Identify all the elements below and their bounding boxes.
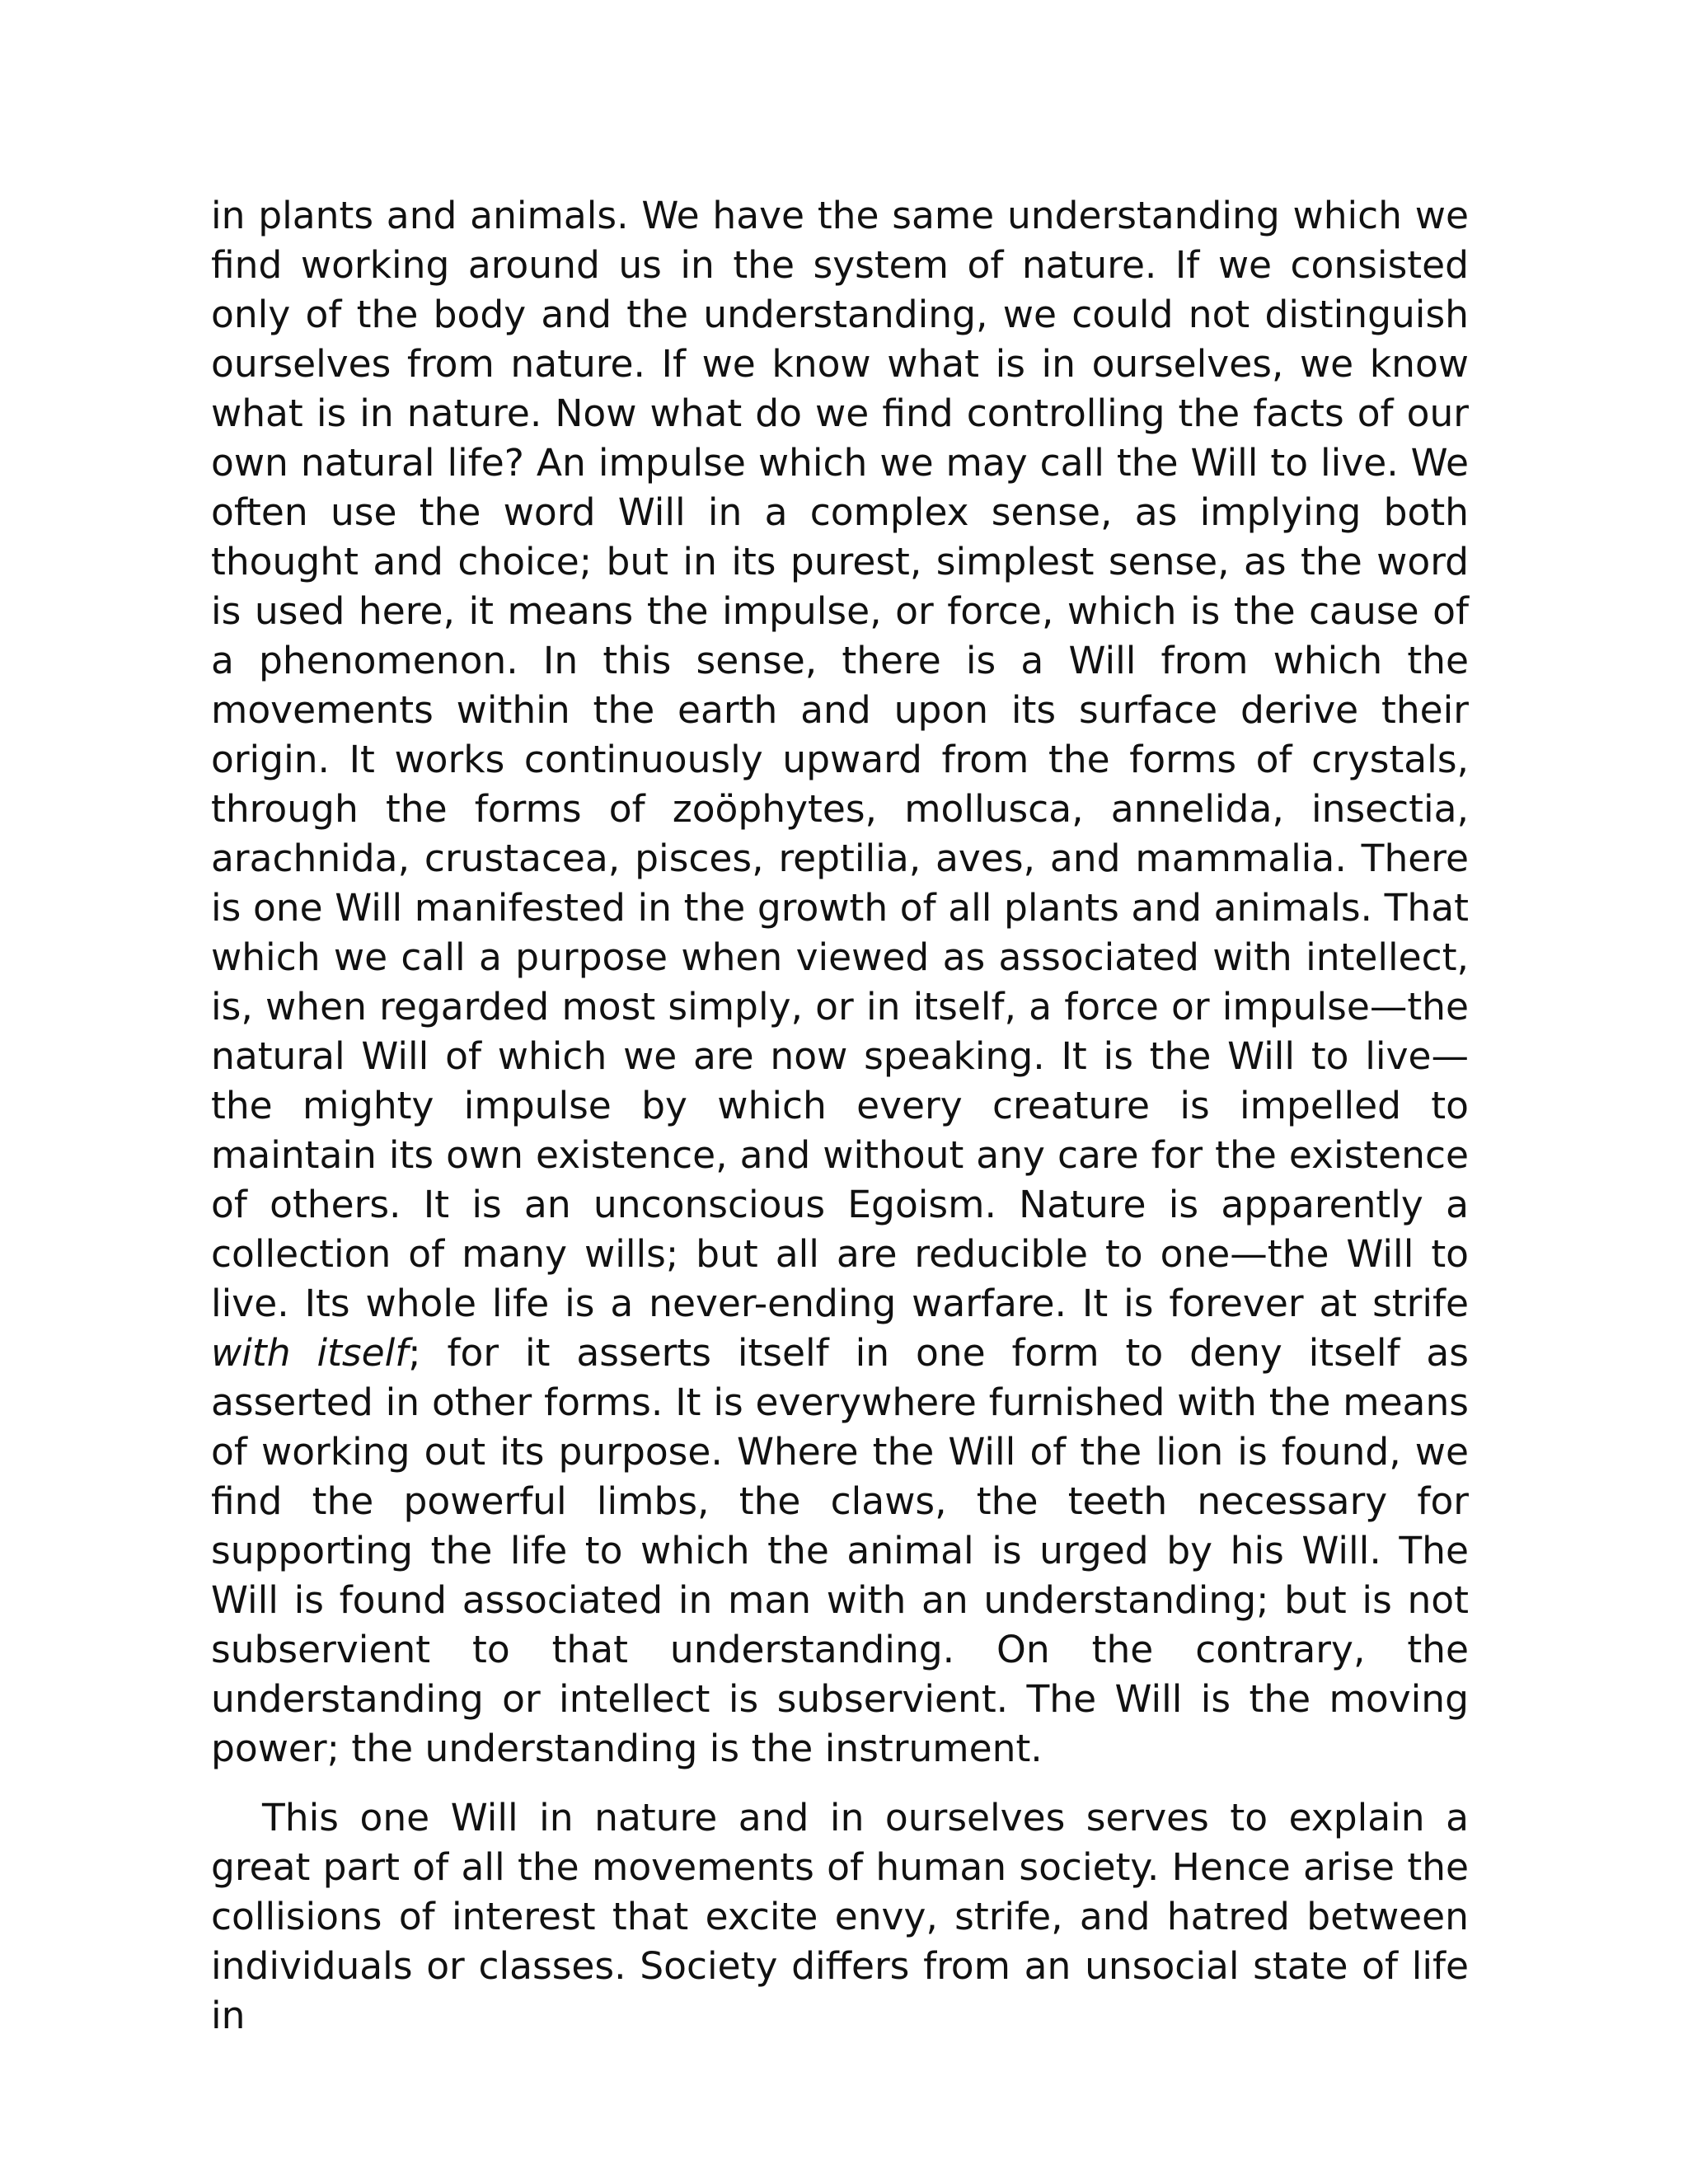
paragraph-1-text-start: in plants and animals. We have the same understanding which we find working around us in the system of nature. If we consisted only of the body and the understanding, we could not distinguish ourselves from nature. If we know what is in ourselves, we know what is in nature. Now what do we find controlling the facts of our own natural life? An impulse which we may call the Will to live. We often use the word Will in a complex sense, as implying both thought and choice; but in its purest, simplest sense, as the word is used here, it means the impulse, or force, which is the cause of a phenomenon. In this sense, there is a Will from which the movements within the earth and upon its surface derive their origin. It works continuously upward from the forms of crystals, through the forms of zoöphytes, mollusca, annelida, insectia, arachnida, crustacea, pisces, reptilia, aves, and mammalia. There is one Will manifested in the growth of all plants and animals. That which we call a purpose when viewed as associated with intellect, is, when regarded most simply, or in itself, a force or impulse—the natural Will of which we are now speaking. It is the Will to live—the mighty impulse by which every creature is impelled to maintain its own existence, and without any care for the existence of others. It is an unconscious Egoism. Nature is apparently a collection of many wills; but all are reducible to one—the Will to live. Its whole life is a never-ending warfare. It is forever at strife (211, 194, 1469, 1325)
paragraph-1-text-end: ; for it asserts itself in one form to deny itself as asserted in other forms. It is everywhere furnished with the means of working out its purpose. Where the Will of the lion is found, we find the powerful limbs, the claws, the teeth necessary for supporting the life to which the animal is urged by his Will. The Will is found associated in man with an understanding; but is not subservient to that understanding. On the contrary, the understanding or intellect is subservient. The Will is the moving power; the understanding is the instrument. (211, 1331, 1469, 1770)
paragraph-2: This one Will in nature and in ourselves serves to explain a great part of all the movements of human society. Hence arise the collisions of interest that excite envy, strife, and hatred between individuals or classes. Society differs from an unsocial state of life in (211, 1796, 1469, 2037)
paragraph-1 (211, 191, 1469, 1774)
paragraph-1-italic-phrase: with itself (211, 1331, 409, 1375)
page-body (211, 191, 1469, 2041)
